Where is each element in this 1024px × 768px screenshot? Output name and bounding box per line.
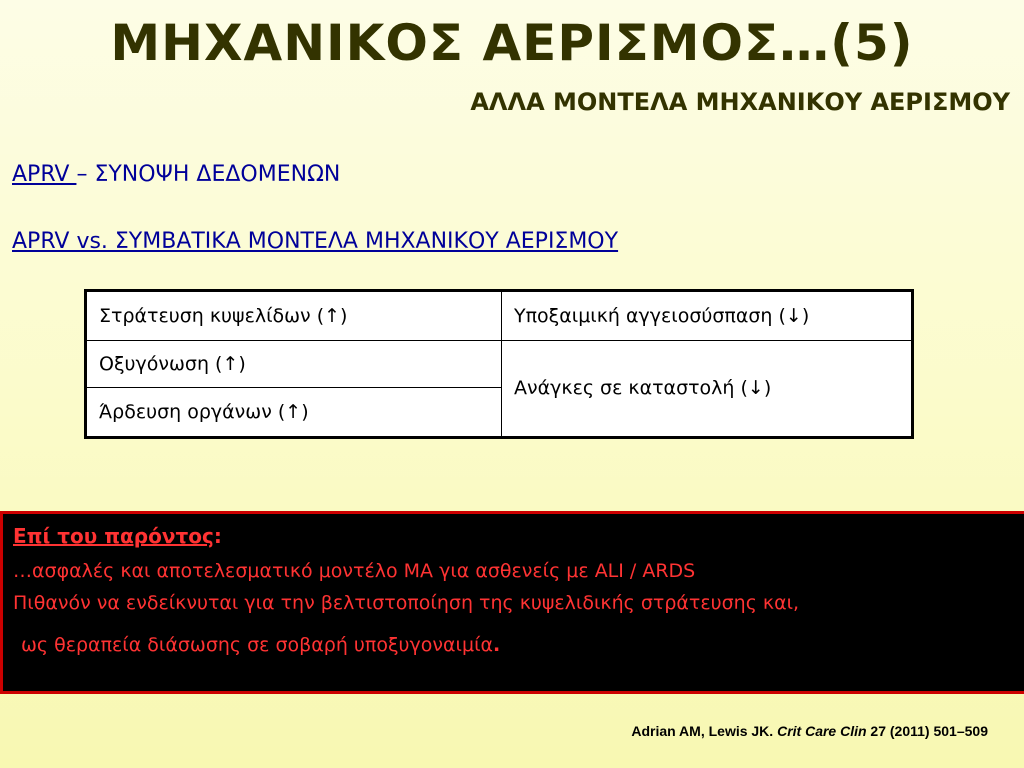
conclusion-line-3-text: ως θεραπεία διάσωσης σε σοβαρή υποξυγοναιμία [21, 634, 494, 656]
table-row [86, 291, 913, 341]
conclusion-heading-suffix: : [213, 524, 222, 548]
slide-subtitle: ΑΛΛΑ ΜΟΝΤΕΛΑ ΜΗΧΑΝΙΚΟΥ ΑΕΡΙΣΜΟΥ [470, 88, 1010, 116]
table-row [86, 340, 913, 388]
section-label-aprv: APRV [12, 162, 77, 187]
section-label-rest: – ΣΥΝΟΨΗ ΔΕΔΟΜΕΝΩΝ [76, 162, 341, 187]
table-cell: Υποξαιμική αγγειοσύσπαση (↓) [502, 291, 913, 341]
table-cell: Στράτευση κυψελίδων (↑) [86, 291, 502, 341]
comparison-heading: APRV vs. ΣΥΜΒΑΤΙΚΑ ΜΟΝΤΕΛΑ ΜΗΧΑΝΙΚΟΥ ΑΕΡΙΣΜΟΥ [12, 229, 619, 254]
table-cell-merged: Ανάγκες σε καταστολή (↓) [502, 340, 913, 437]
conclusion-line-3-end: . [493, 634, 501, 656]
table-cell: Οξυγόνωση (↑) [86, 340, 502, 388]
citation-authors: Adrian AM, Lewis JK. [631, 723, 778, 739]
citation-details: 27 (2011) 501–509 [866, 723, 988, 739]
table-cell: Άρδευση οργάνων (↑) [86, 388, 502, 438]
slide-title: ΜΗΧΑΝΙΚΟΣ ΑΕΡΙΣΜΟΣ…(5) [110, 14, 914, 72]
comparison-table [84, 289, 914, 439]
conclusion-heading [13, 524, 1024, 548]
conclusion-line-1: …ασφαλές και αποτελεσματικό μοντέλο ΜΑ για ασθενείς με ALI / ARDS [13, 560, 696, 582]
conclusion-box [0, 511, 1024, 694]
citation [631, 723, 988, 739]
conclusion-heading-text: Επί του παρόντος [13, 524, 214, 548]
section-heading [12, 162, 340, 187]
citation-journal: Crit Care Clin [777, 723, 867, 739]
conclusion-line-2: Πιθανόν να ενδείκνυται για την βελτιστοποίηση της κυψελιδικής στράτευσης και, [13, 592, 800, 614]
conclusion-line-3 [13, 634, 1024, 656]
